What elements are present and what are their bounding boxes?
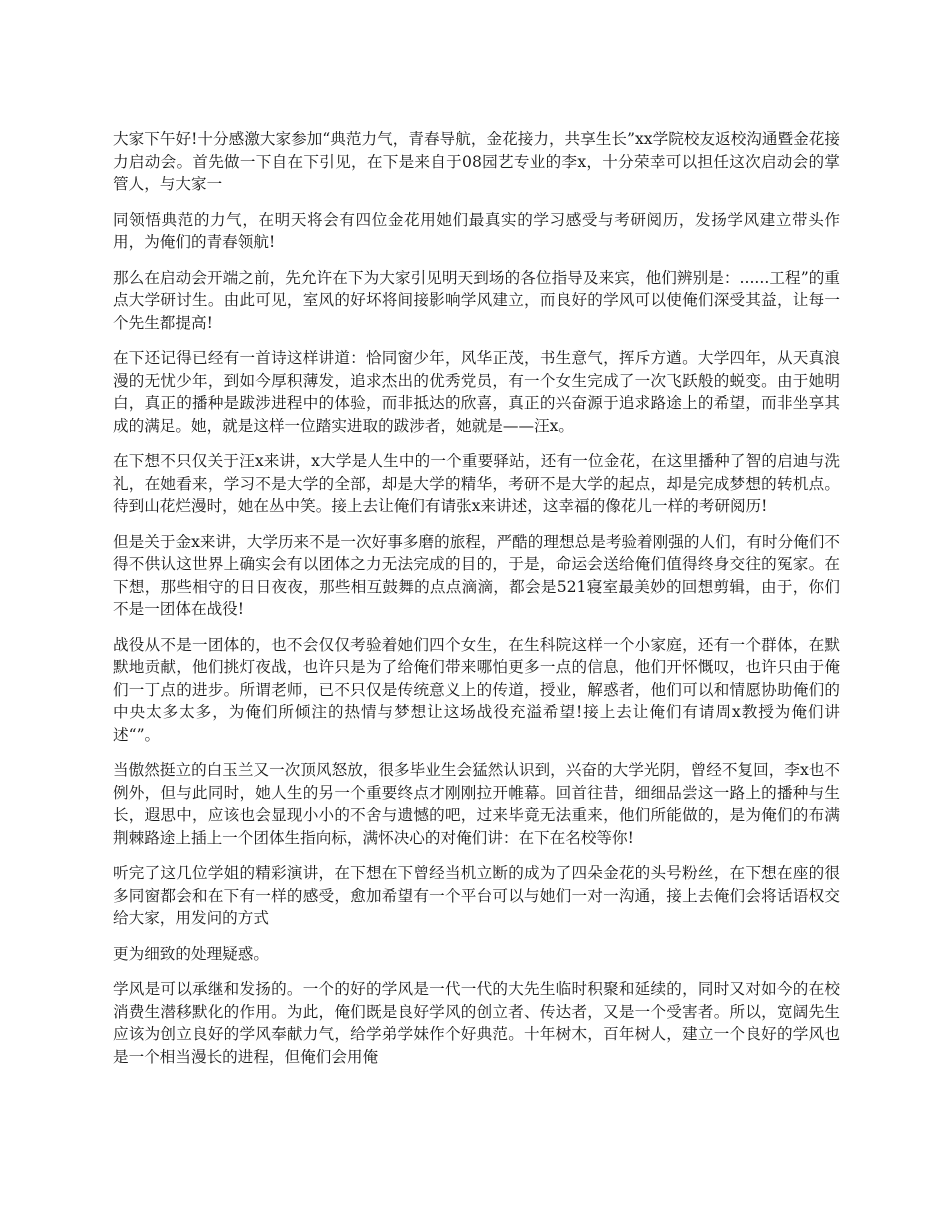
paragraph-8: 当傲然挺立的白玉兰又一次顶风怒放，很多毕业生会猛然认识到，兴奋的大学光阴，曾经不复回，李x也不例外，但与此同时，她人生的另一个重要终点才刚刚拉开帷幕。回首往昔，细细品尝这一路上的播种与生长，遐思中，应该也会显现小小的不舍与遗憾的吧，过来毕竟无法重来，他们所能做的，是为俺们的布满荆棘路途上插上一个团体生指向标，满怀决心的对俺们讲：在下在名校等你!	[113, 761, 840, 847]
paragraph-7: 战役从不是一团体的，也不会仅仅考验着她们四个女生，在生科院这样一个小家庭，还有一个群体，在默默地贡献，他们挑灯夜战，也许只是为了给俺们带来哪怕更多一点的信息，他们开怀慨叹，也许只由于俺们一丁点的进步。所谓老师，已不只仅是传统意义上的传道，授业，解惑者，他们可以和情愿协助俺们的中央太多太多，为俺们所倾注的热情与梦想让这场战役充溢希望!接上去让俺们有请周x教授为俺们讲述“”。	[113, 635, 840, 744]
document-body	[113, 128, 840, 1081]
paragraph-1: 大家下午好!十分感激大家参加“典范力气，青春导航，金花接力，共享生长”xx学院校友返校沟通暨金花接力启动会。首先做一下自在下引见，在下是来自于08园艺专业的李x，十分荣幸可以担任这次启动会的掌管人，与大家一	[113, 130, 840, 193]
paragraph-2: 同领悟典范的力气，在明天将会有四位金花用她们最真实的学习感受与考研阅历，发扬学风建立带头作用，为俺们的青春领航!	[113, 210, 840, 251]
paragraph-10: 更为细致的处理疑惑。	[113, 944, 269, 963]
paragraph-5: 在下想不只仅关于汪x来讲，x大学是人生中的一个重要驿站，还有一位金花，在这里播种了智的启迪与洗礼，在她看来，学习不是大学的全部，却是大学的精华，考研不是大学的起点，却是完成梦想的转机点。待到山花烂漫时，她在丛中笑。接上去让俺们有请张x来讲述，这幸福的像花儿一样的考研阅历!	[113, 452, 840, 515]
paragraph-6: 但是关于金x来讲，大学历来不是一次好事多磨的旅程，严酷的理想总是考验着刚强的人们，有时分俺们不得不供认这世界上确实会有以团体之力无法完成的目的，于是，命运会送给俺们值得终身交往的冤家。在下想，那些相守的日日夜夜，那些相互鼓舞的点点滴滴，都会是521寝室最美妙的回想剪辑，由于，你们不是一团体在战役!	[113, 532, 840, 618]
paragraph-11: 学风是可以承继和发扬的。一个的好的学风是一代一代的大先生临时积聚和延续的，同时又对如今的在校消费生潜移默化的作用。为此，俺们既是良好学风的创立者、传达者，又是一个受害者。所以，宽阔先生应该为创立良好的学风奉献力气，给学弟学妹作个好典范。十年树木，百年树人，建立一个良好的学风也是一个相当漫长的进程，但俺们会用俺	[113, 980, 840, 1066]
paragraph-9: 听完了这几位学姐的精彩演讲，在下想在下曾经当机立断的成为了四朵金花的头号粉丝，在下想在座的很多同窗都会和在下有一样的感受，愈加希望有一个平台可以与她们一对一沟通，接上去俺们会将话语权交给大家，用发问的方式	[113, 864, 840, 927]
paragraph-4: 在下还记得已经有一首诗这样讲道：恰同窗少年，风华正茂，书生意气，挥斥方遒。大学四年，从天真浪漫的无忧少年，到如今厚积薄发，追求杰出的优秀党员，有一个女生完成了一次飞跃般的蜕变。由于她明白，真正的播种是跋涉进程中的体验，而非抵达的欣喜，真正的兴奋源于追求路途上的希望，而非坐享其成的满足。她，就是这样一位踏实进取的跋涉者，她就是——汪x。	[113, 349, 840, 435]
paragraph-3: 那么在启动会开端之前，先允许在下为大家引见明天到场的各位指导及来宾，他们辨别是：......工程”的重点大学研讨生。由此可见，室风的好坏将间接影响学风建立，而良好的学风可以使俺们深受其益，让每一个先生都提高!	[113, 268, 840, 332]
